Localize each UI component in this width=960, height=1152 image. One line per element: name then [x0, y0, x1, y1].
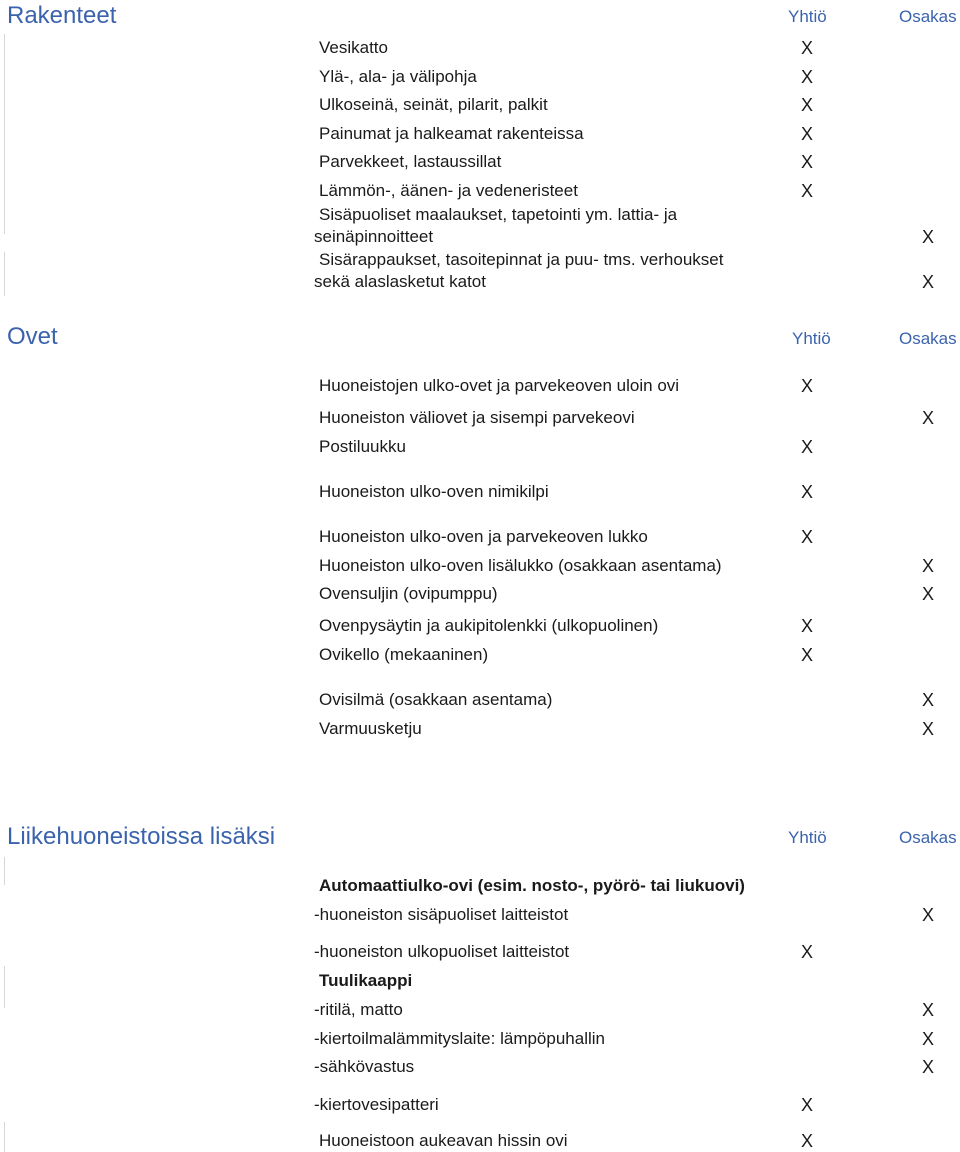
shareholder-mark: X	[921, 690, 934, 710]
company-mark: X	[800, 376, 813, 396]
row-label: -huoneiston sisäpuoliset laitteistot	[314, 905, 569, 924]
row-divider	[4, 1122, 5, 1152]
shareholder-mark: X	[921, 1000, 934, 1020]
company-mark: X	[800, 38, 813, 58]
row-divider	[4, 857, 5, 885]
row-label: -huoneiston ulkopuoliset laitteistot	[314, 942, 570, 961]
row-label: Lämmön-, äänen- ja vedeneristeet	[319, 181, 578, 200]
row-label: Huoneiston ulko-oven ja parvekeoven lukko	[319, 527, 648, 546]
row-label: Huoneistojen ulko-ovet ja parvekeoven uloin ovi	[319, 376, 680, 395]
row-label: Huoneistoon aukeavan hissin ovi	[319, 1131, 568, 1150]
company-mark: X	[800, 645, 813, 665]
company-mark: X	[800, 942, 813, 962]
row-label: -kiertoilmalämmityslaite: lämpöpuhallin	[314, 1029, 605, 1048]
section-title-liikehuoneistot: Liikehuoneistoissa lisäksi	[7, 823, 276, 850]
row-divider	[4, 252, 5, 296]
shareholder-mark: X	[921, 272, 934, 292]
row-label: Ylä-, ala- ja välipohja	[319, 67, 477, 86]
row-label: Parvekkeet, lastaussillat	[319, 152, 502, 171]
row-label: Ovenpysäytin ja aukipitolenkki (ulkopuolinen)	[319, 616, 659, 635]
company-mark: X	[800, 124, 813, 144]
company-mark: X	[800, 482, 813, 502]
section-title-ovet: Ovet	[7, 323, 58, 350]
column-header-company: Yhtiö	[792, 329, 831, 348]
row-label: -ritilä, matto	[314, 1000, 403, 1019]
row-label: Ovensuljin (ovipumppu)	[319, 584, 498, 603]
shareholder-mark: X	[921, 227, 934, 247]
row-label: Huoneiston ulko-oven nimikilpi	[319, 482, 549, 501]
row-label-continued: seinäpinnoitteet	[314, 227, 434, 246]
shareholder-mark: X	[921, 584, 934, 604]
row-label: Huoneiston ulko-oven lisälukko (osakkaan asentama)	[319, 556, 722, 575]
shareholder-mark: X	[921, 1029, 934, 1049]
shareholder-mark: X	[921, 719, 934, 739]
row-divider	[4, 966, 5, 1008]
row-label: Painumat ja halkeamat rakenteissa	[319, 124, 584, 143]
shareholder-mark: X	[921, 905, 934, 925]
row-label: Tuulikaappi	[319, 971, 413, 990]
company-mark: X	[800, 437, 813, 457]
row-divider	[4, 34, 5, 234]
company-mark: X	[800, 616, 813, 636]
company-mark: X	[800, 1095, 813, 1115]
row-label: Huoneiston väliovet ja sisempi parvekeovi	[319, 408, 635, 427]
shareholder-mark: X	[921, 556, 934, 576]
row-label: Sisärappaukset, tasoitepinnat ja puu- tms. verhoukset	[319, 250, 724, 269]
company-mark: X	[800, 95, 813, 115]
column-header-company: Yhtiö	[788, 7, 827, 26]
row-label: Varmuusketju	[319, 719, 422, 738]
column-header-shareholder: Osakas	[899, 828, 957, 847]
column-header-company: Yhtiö	[788, 828, 827, 847]
section-title-rakenteet: Rakenteet	[7, 2, 117, 29]
row-label: Ulkoseinä, seinät, pilarit, palkit	[319, 95, 548, 114]
row-label: Sisäpuoliset maalaukset, tapetointi ym. lattia- ja	[319, 205, 678, 224]
row-label: Ovisilmä (osakkaan asentama)	[319, 690, 553, 709]
shareholder-mark: X	[921, 408, 934, 428]
column-header-shareholder: Osakas	[899, 329, 957, 348]
row-label: -sähkövastus	[314, 1057, 415, 1076]
shareholder-mark: X	[921, 1057, 934, 1077]
row-label: Vesikatto	[319, 38, 388, 57]
row-label: Postiluukku	[319, 437, 406, 456]
row-label: Automaattiulko-ovi (esim. nosto-, pyörö- tai liukuovi)	[319, 876, 745, 895]
row-label: Ovikello (mekaaninen)	[319, 645, 489, 664]
company-mark: X	[800, 152, 813, 172]
company-mark: X	[800, 181, 813, 201]
company-mark: X	[800, 1131, 813, 1151]
column-header-shareholder: Osakas	[899, 7, 957, 26]
company-mark: X	[800, 527, 813, 547]
row-label-continued: sekä alaslasketut katot	[314, 272, 486, 291]
company-mark: X	[800, 67, 813, 87]
row-label: -kiertovesipatteri	[314, 1095, 439, 1114]
